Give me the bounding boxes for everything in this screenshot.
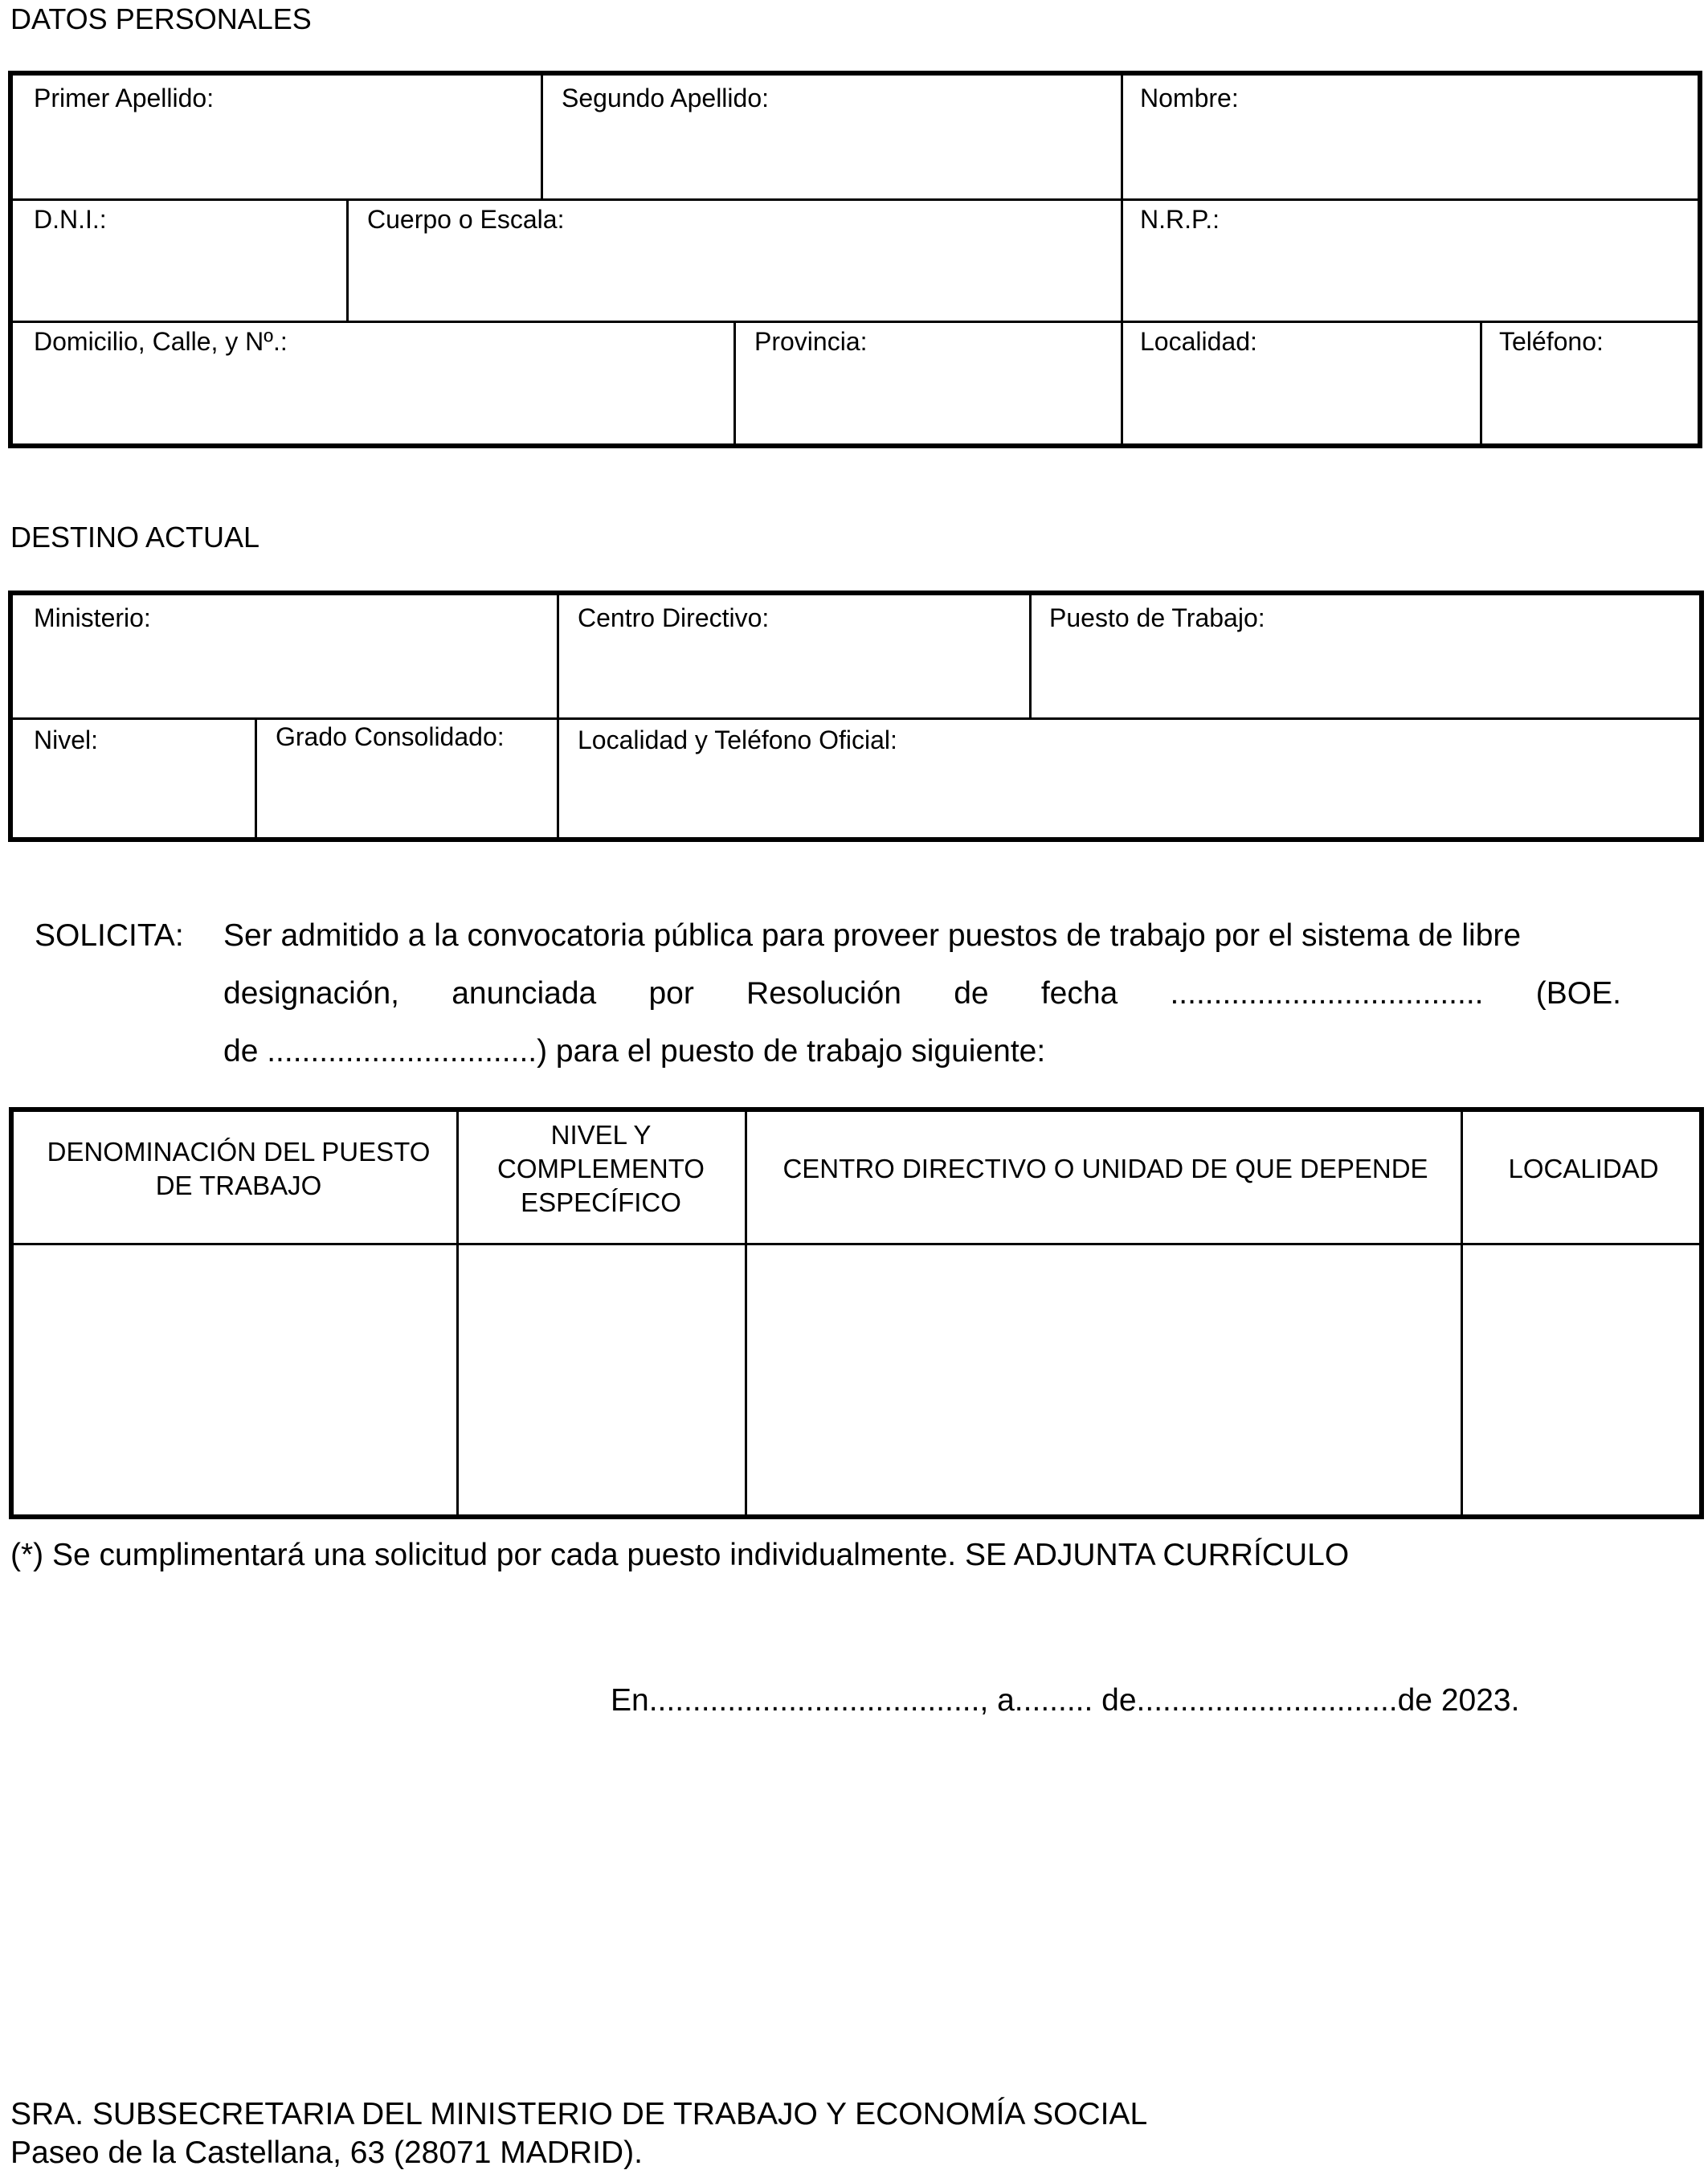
personal-data-table — [8, 71, 1702, 448]
solicita-word: designación, — [223, 976, 399, 1011]
field-nivel[interactable]: Nivel: — [34, 725, 99, 754]
field-centro-directivo[interactable]: Centro Directivo: — [578, 603, 770, 632]
col-divider — [733, 321, 736, 443]
field-telefono[interactable]: Teléfono: — [1499, 327, 1604, 356]
solicita-word: anunciada — [452, 976, 597, 1011]
field-localidad-telefono-oficial[interactable]: Localidad y Teléfono Oficial: — [578, 725, 897, 754]
solicita-word: Resolución — [746, 976, 901, 1011]
col-divider — [1029, 595, 1032, 717]
col-divider — [346, 198, 349, 321]
col-header-nivel: NIVEL Y COMPLEMENTO ESPECÍFICO — [497, 1120, 705, 1217]
cell-denominacion[interactable] — [14, 1245, 456, 1514]
col-divider — [557, 595, 559, 837]
solicita-word: fecha — [1040, 976, 1118, 1011]
field-primer-apellido[interactable]: Primer Apellido: — [34, 84, 215, 112]
solicita-line-1: Ser admitido a la convocatoria pública para proveer puestos de trabajo por el sistema de libre — [223, 918, 1522, 953]
field-segundo-apellido[interactable]: Segundo Apellido: — [562, 84, 769, 112]
field-nombre[interactable]: Nombre: — [1140, 84, 1239, 112]
solicita-fecha-blank[interactable]: .................................... — [1170, 976, 1484, 1011]
field-cuerpo-escala[interactable]: Cuerpo o Escala: — [367, 205, 565, 234]
col-divider — [1480, 321, 1482, 443]
field-puesto-trabajo[interactable]: Puesto de Trabajo: — [1049, 603, 1265, 632]
row-divider — [13, 198, 1698, 201]
field-nrp[interactable]: N.R.P.: — [1140, 205, 1220, 234]
solicita-word: (BOE. — [1535, 976, 1621, 1011]
field-localidad[interactable]: Localidad: — [1140, 327, 1257, 356]
section-title-destino: DESTINO ACTUAL — [10, 521, 260, 554]
cell-nivel[interactable] — [459, 1245, 745, 1514]
cell-centro[interactable] — [747, 1245, 1461, 1514]
field-dni[interactable]: D.N.I.: — [34, 205, 107, 234]
field-provincia[interactable]: Provincia: — [754, 327, 868, 356]
date-line[interactable]: En......................................, a......... de..............................de 2023. — [611, 1683, 1520, 1718]
solicita-word: de — [954, 976, 989, 1011]
destino-table — [8, 591, 1704, 842]
solicita-label: SOLICITA: — [35, 918, 184, 953]
col-divider — [255, 717, 257, 837]
col-header-centro: CENTRO DIRECTIVO O UNIDAD DE QUE DEPENDE — [782, 1154, 1428, 1183]
field-grado-consolidado[interactable]: Grado Consolidado: — [276, 722, 505, 751]
col-header-denominacion: DENOMINACIÓN DEL PUESTO DE TRABAJO — [47, 1137, 431, 1200]
position-table — [9, 1107, 1704, 1519]
solicita-word: por — [648, 976, 694, 1011]
col-divider — [541, 76, 543, 198]
row-divider — [13, 321, 1698, 323]
note-text: (*) Se cumplimentará una solicitud por cada puesto individualmente. SE ADJUNTA CURRÍCULO — [10, 1538, 1350, 1572]
solicita-line-2 — [223, 978, 1621, 1009]
field-domicilio[interactable]: Domicilio, Calle, y Nº.: — [34, 327, 288, 356]
col-header-localidad: LOCALIDAD — [1508, 1154, 1659, 1183]
field-ministerio[interactable]: Ministerio: — [34, 603, 151, 632]
addressee-line-2: Paseo de la Castellana, 63 (28071 MADRID). — [10, 2135, 643, 2170]
section-title-personal: DATOS PERSONALES — [10, 2, 312, 35]
row-divider — [13, 717, 1699, 720]
addressee-line-1: SRA. SUBSECRETARIA DEL MINISTERIO DE TRABAJO Y ECONOMÍA SOCIAL — [10, 2097, 1148, 2131]
col-divider — [1121, 76, 1123, 198]
col-divider — [1121, 198, 1123, 321]
cell-localidad[interactable] — [1463, 1245, 1699, 1514]
col-divider — [1121, 321, 1123, 443]
solicita-line-3: de ...............................) para el puesto de trabajo siguiente: — [223, 1034, 1046, 1069]
